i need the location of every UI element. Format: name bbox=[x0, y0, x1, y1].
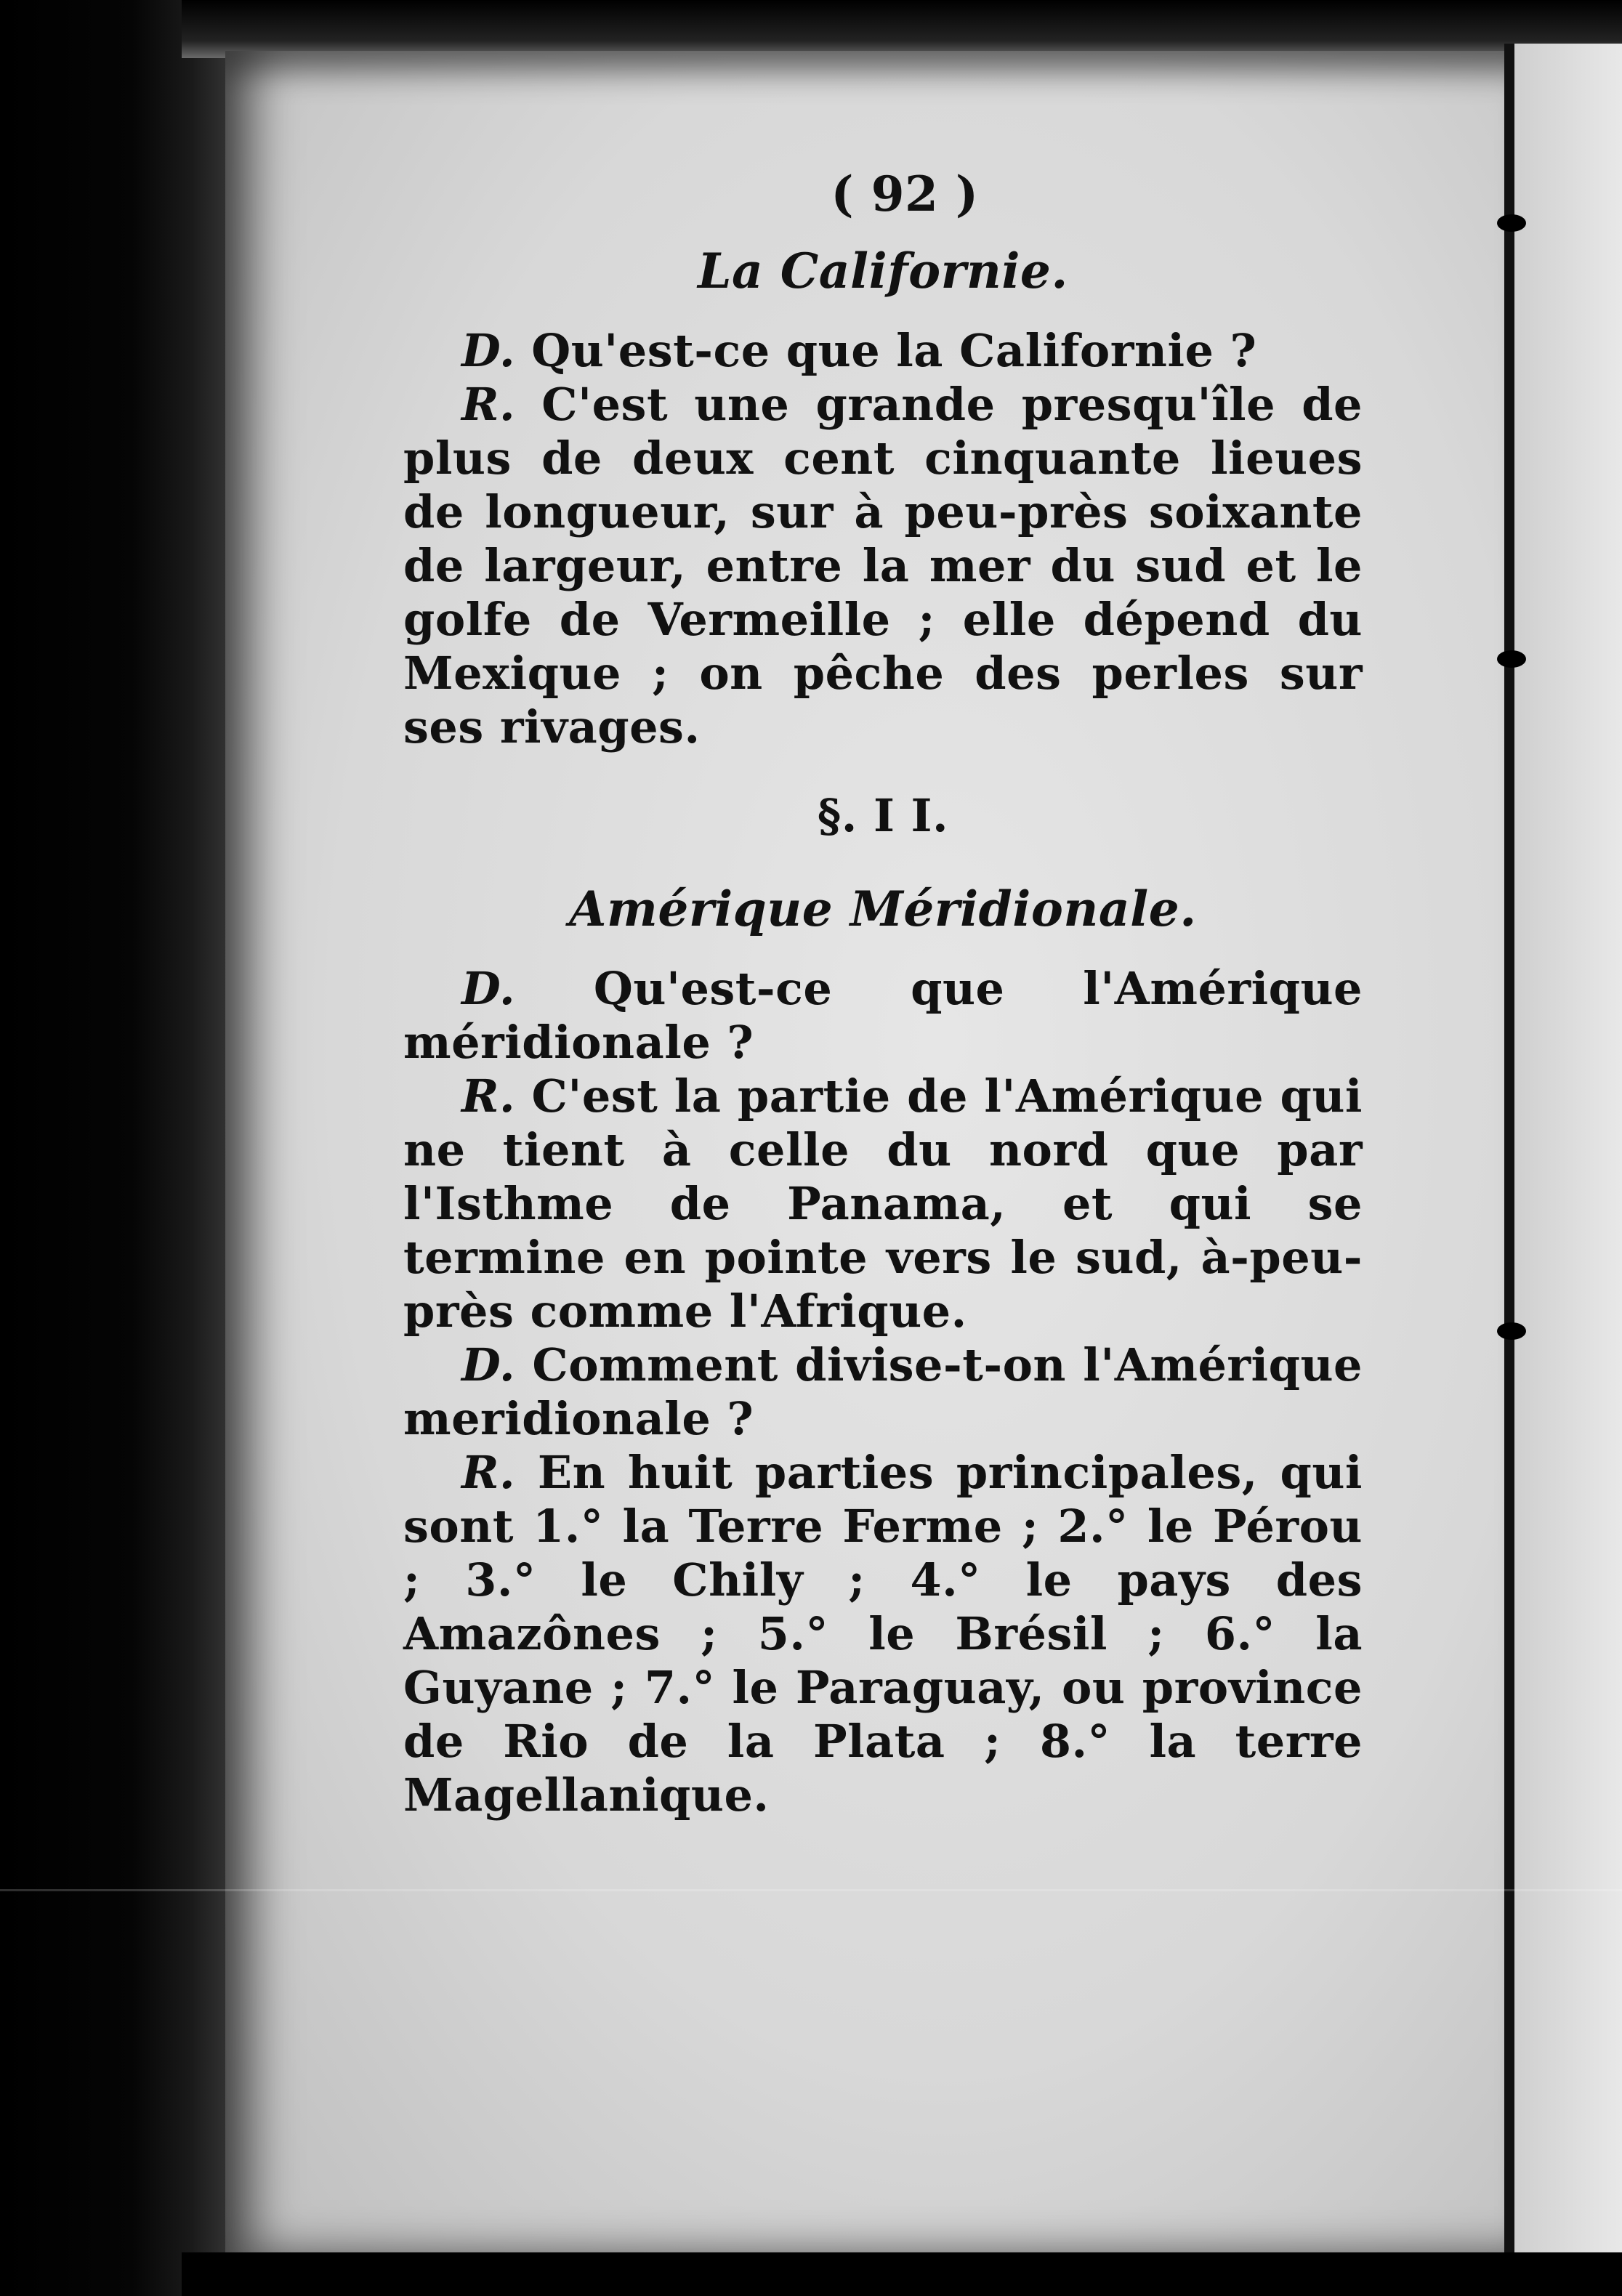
page-edge bbox=[1504, 44, 1514, 2260]
speaker-mark: R. bbox=[461, 1070, 516, 1123]
binding-thread-mark bbox=[1497, 1322, 1526, 1340]
scan-artifact-line bbox=[0, 1889, 1622, 1891]
dialogue-paragraph bbox=[403, 1070, 1363, 1338]
speaker-mark: D. bbox=[461, 324, 516, 377]
bottom-shadow bbox=[182, 2252, 1622, 2296]
top-shadow bbox=[182, 0, 1622, 58]
book-gutter bbox=[0, 0, 240, 2296]
dialogue-paragraph bbox=[403, 1446, 1363, 1822]
dialogue-paragraph bbox=[403, 378, 1363, 754]
paragraph-text: Qu'est-ce que la Californie ? bbox=[515, 324, 1257, 377]
binding-thread-mark bbox=[1497, 650, 1526, 668]
dialogue-paragraph bbox=[403, 962, 1363, 1070]
dialogue-paragraph bbox=[403, 1338, 1363, 1446]
page-number: ( 92 ) bbox=[831, 166, 979, 222]
paragraph-text: Comment divise-t-on l'Amérique meridionale ? bbox=[403, 1338, 1363, 1445]
paragraph-text: En huit parties principales, qui sont 1.° la Terre Ferme ; 2.° le Pérou ; 3.° le Chily ; 4.° le pays des Amazônes ; 5.° le Brésil ; 6.° la Guyane ; 7.° le Paraguay, ou province de Rio de la Plata ; 8.° la terre Magellanique. bbox=[403, 1446, 1363, 1822]
dialogue-paragraph bbox=[403, 324, 1363, 378]
section-heading: La Californie. bbox=[698, 243, 1068, 299]
paragraph-text: Qu'est-ce que l'Amérique méridionale ? bbox=[403, 962, 1363, 1069]
binding-thread-mark bbox=[1497, 214, 1526, 232]
speaker-mark: R. bbox=[461, 378, 516, 431]
paragraph-text: C'est la partie de l'Amérique qui ne tient à celle du nord que par l'Isthme de Panama, et qui se termine en pointe vers le sud, à-peu-près comme l'Afrique. bbox=[403, 1070, 1363, 1338]
speaker-mark: D. bbox=[461, 962, 516, 1015]
page-text-block bbox=[403, 167, 1363, 1822]
paragraph-text: C'est une grande presqu'île de plus de deux cent cinquante lieues de longueur, sur à peu-près soixante de largeur, entre la mer du sud et le golfe de Vermeille ; elle dépend du Mexique ; on pêche des perles sur ses rivages. bbox=[403, 378, 1363, 753]
section-number: §. I I. bbox=[817, 789, 949, 842]
speaker-mark: D. bbox=[461, 1338, 516, 1391]
section-heading: Amérique Méridionale. bbox=[569, 881, 1197, 937]
speaker-mark: R. bbox=[461, 1446, 516, 1499]
facing-page-margin bbox=[1514, 44, 1622, 2260]
